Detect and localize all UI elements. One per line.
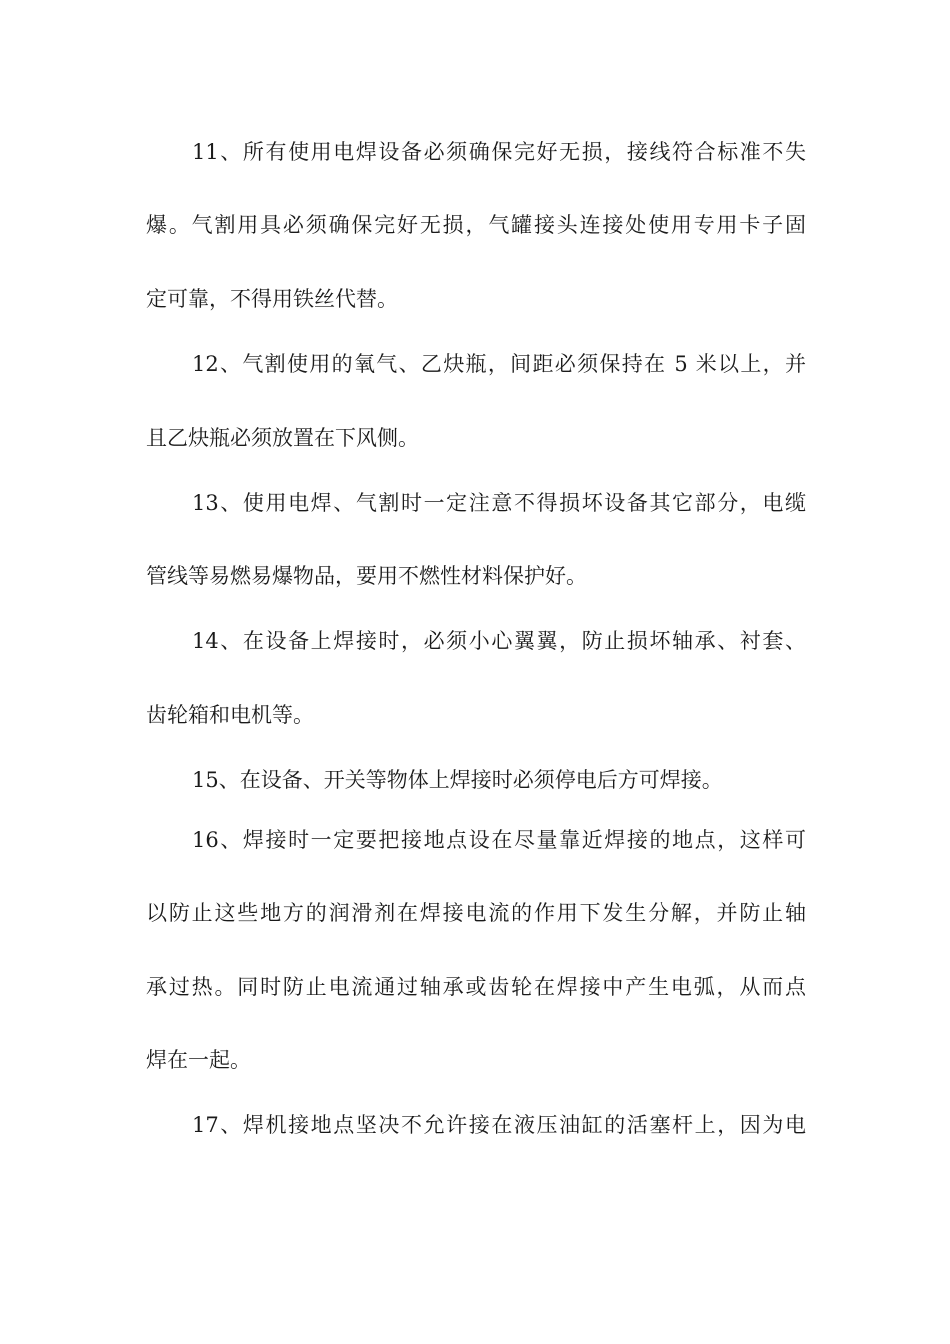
paragraph-14-line-1: 14、在设备上焊接时，必须小心翼翼，防止损坏轴承、衬套、 — [192, 629, 806, 653]
paragraph-11-line-3: 定可靠，不得用铁丝代替。 — [146, 287, 398, 311]
paragraph-12-line-1: 12、气割使用的氧气、乙炔瓶，间距必须保持在 5 米以上，并 — [192, 352, 806, 376]
paragraph-16-line-1: 16、焊接时一定要把接地点设在尽量靠近焊接的地点，这样可 — [192, 828, 806, 852]
paragraph-13-line-2: 管线等易燃易爆物品，要用不燃性材料保护好。 — [146, 564, 587, 588]
paragraph-16-line-4: 焊在一起。 — [146, 1048, 251, 1072]
paragraph-11-line-2: 爆。气割用具必须确保完好无损，气罐接头连接处使用专用卡子固 — [146, 213, 806, 237]
paragraph-16-line-2: 以防止这些地方的润滑剂在焊接电流的作用下发生分解，并防止轴 — [146, 901, 806, 925]
paragraph-11-line-1: 11、所有使用电焊设备必须确保完好无损，接线符合标准不失 — [192, 140, 806, 164]
paragraph-12-line-2: 且乙炔瓶必须放置在下风侧。 — [146, 426, 419, 450]
paragraph-13-line-1: 13、使用电焊、气割时一定注意不得损坏设备其它部分，电缆 — [192, 491, 806, 515]
paragraph-16-line-3: 承过热。同时防止电流通过轴承或齿轮在焊接中产生电弧，从而点 — [146, 975, 806, 999]
paragraph-14-line-2: 齿轮箱和电机等。 — [146, 703, 314, 727]
paragraph-15-line-1: 15、在设备、开关等物体上焊接时必须停电后方可焊接。 — [192, 768, 723, 792]
paragraph-17-line-1: 17、焊机接地点坚决不允许接在液压油缸的活塞杆上，因为电 — [192, 1113, 806, 1137]
